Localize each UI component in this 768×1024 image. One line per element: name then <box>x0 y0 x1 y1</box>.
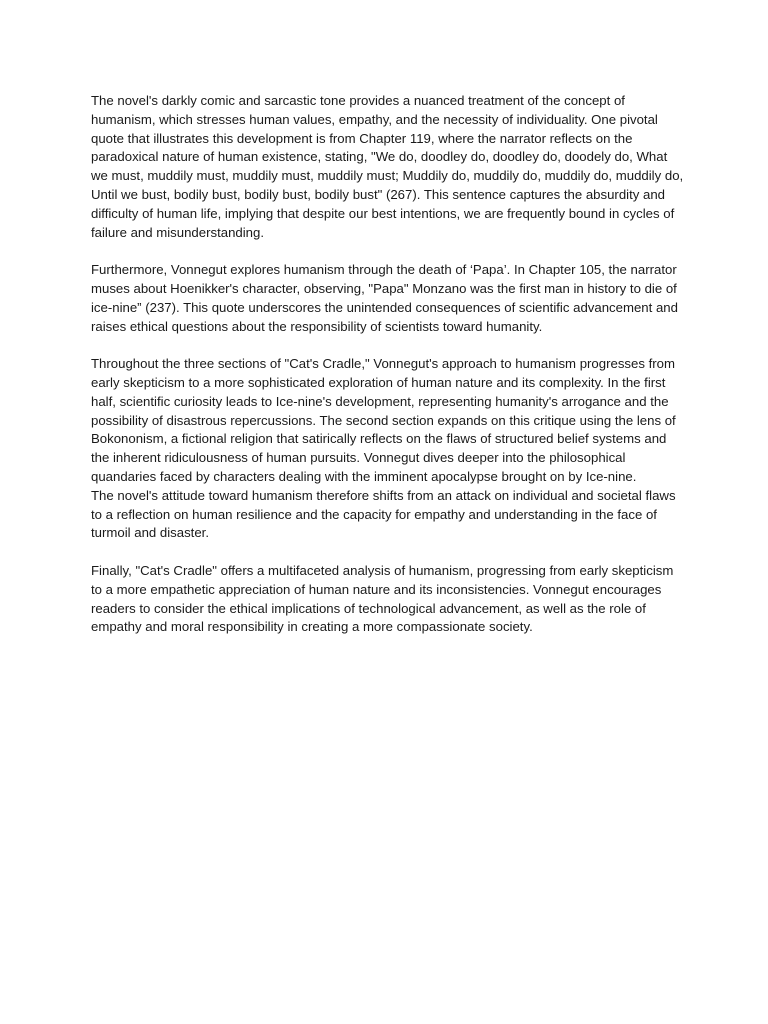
paragraph-attitude-shift: The novel's attitude toward humanism therefore shifts from an attack on individual and societal flaws to a reflection on human resilience and the capacity for empathy and understanding in the face of turmoil and disaster. <box>91 487 676 541</box>
paragraph-humanism-tone: The novel's darkly comic and sarcastic tone provides a nuanced treatment of the concept of humanism, which stresses human values, empathy, and the necessity of individuality. One pivotal quote that illustrates this development is from Chapter 119, where the narrator reflects on the paradoxical nature of human existence, stating, "We do, doodley do, doodley do, doodely do, What we must, muddily must, muddily must, muddily must; Muddily do, muddily do, muddily do, muddily do, Until we bust, bodily bust, bodily bust, bodily bust" (267). This sentence captures the absurdity and difficulty of human life, implying that despite our best intentions, we are frequently bound in cycles of failure and misunderstanding. <box>91 93 684 240</box>
paragraph-papa-death: Furthermore, Vonnegut explores humanism through the death of ‘Papa’. In Chapter 105, the narrator muses about Hoenikker's character, observing, "Papa" Monzano was the first man in history to die of ice-nine” (237). This quote underscores the unintended consequences of scientific advancement and raises ethical questions about the responsibility of scientists toward humanity. <box>91 262 678 334</box>
paragraph-three-sections: Throughout the three sections of "Cat's Cradle," Vonnegut's approach to humanism progresses from early skepticism to a more sophisticated exploration of human nature and its complexity. In the first half, scientific curiosity leads to Ice-nine's development, representing humanity's arrogance and the possibility of disastrous repercussions. The second section expands on this critique using the lens of Bokononism, a fictional religion that satirically reflects on the flaws of structured belief systems and the inherent ridiculousness of human pursuits. Vonnegut dives deeper into the philosophical quandaries faced by characters dealing with the imminent apocalypse brought on by Ice-nine. <box>91 356 676 484</box>
document-body <box>91 92 687 637</box>
paragraph-conclusion: Finally, "Cat's Cradle" offers a multifaceted analysis of humanism, progressing from early skepticism to a more empathetic appreciation of human nature and its inconsistencies. Vonnegut encourages readers to consider the ethical implications of technological advancement, as well as the role of empathy and moral responsibility in creating a more compassionate society. <box>91 562 674 635</box>
